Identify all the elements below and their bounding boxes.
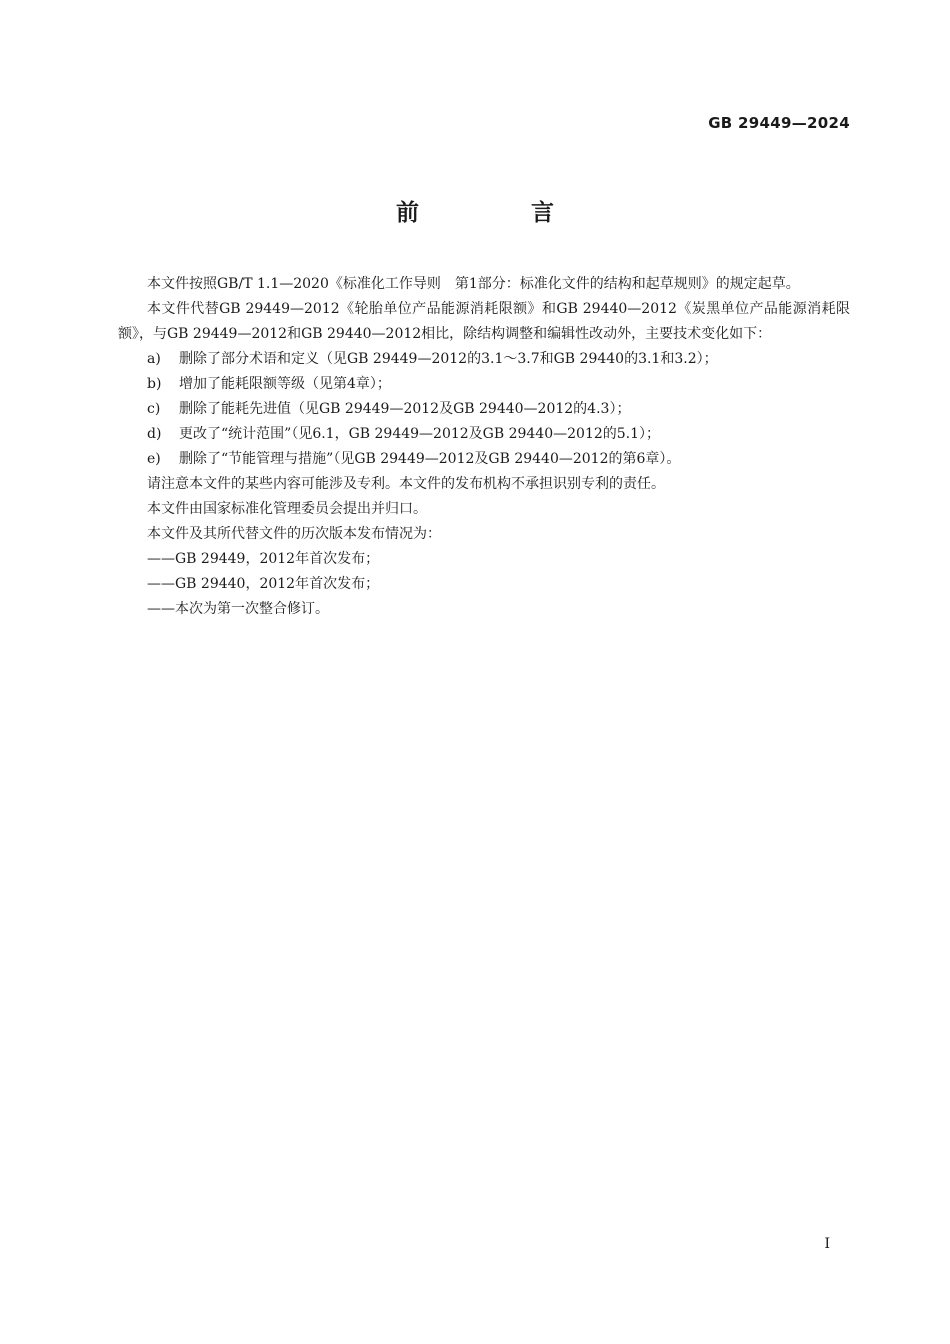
list-item-text: 删除了部分术语和定义（见GB 29449—2012的3.1～3.7和GB 29440的3.1和3.2）；: [179, 351, 718, 367]
list-item: [118, 372, 850, 397]
standard-code: GB 29449—2024: [708, 114, 850, 132]
page-number: I: [824, 1236, 830, 1252]
history-intro: 本文件及其所代替文件的历次版本发布情况为：: [147, 526, 441, 542]
list-marker: c): [147, 401, 161, 417]
list-item: [118, 397, 850, 422]
history-item: ——GB 29449，2012年首次发布；: [147, 551, 380, 567]
list-marker: d): [147, 426, 162, 442]
list-item-text: 删除了“节能管理与措施”（见GB 29449—2012及GB 29440—2012的第6章）。: [179, 451, 681, 467]
history-item: ——GB 29440，2012年首次发布；: [147, 576, 380, 592]
proposer-statement: 本文件由国家标准化管理委员会提出并归口。: [147, 501, 427, 517]
history-list: [118, 547, 850, 622]
list-item-text: 更改了“统计范围”（见6.1，GB 29449—2012及GB 29440—2012的5.1）；: [179, 426, 661, 442]
list-item-text: 增加了能耗限额等级（见第4章）；: [179, 376, 391, 392]
replacement-paragraph: 本文件代替GB 29449—2012《轮胎单位产品能源消耗限额》和GB 29440—2012《炭黑单位产品能源消耗限额》，与GB 29449—2012和GB 29440—2012相比，除结构调整和编辑性改动外，主要技术变化如下：: [118, 301, 850, 342]
patent-notice: 请注意本文件的某些内容可能涉及专利。本文件的发布机构不承担识别专利的责任。: [147, 476, 665, 492]
page-title: 前 言: [395, 200, 606, 226]
list-item: [118, 422, 850, 447]
foreword-body: [118, 272, 850, 622]
list-item: [118, 347, 850, 372]
list-marker: e): [147, 451, 161, 467]
list-item-text: 删除了能耗先进值（见GB 29449—2012及GB 29440—2012的4.3）；: [179, 401, 631, 417]
history-item: ——本次为第一次整合修订。: [147, 601, 329, 617]
changes-list: [118, 347, 850, 472]
drafting-rules-paragraph: 本文件按照GB/T 1.1—2020《标准化工作导则 第1部分：标准化文件的结构和起草规则》的规定起草。: [147, 276, 800, 292]
list-item: [118, 447, 850, 472]
list-marker: a): [147, 351, 161, 367]
list-marker: b): [147, 376, 162, 392]
